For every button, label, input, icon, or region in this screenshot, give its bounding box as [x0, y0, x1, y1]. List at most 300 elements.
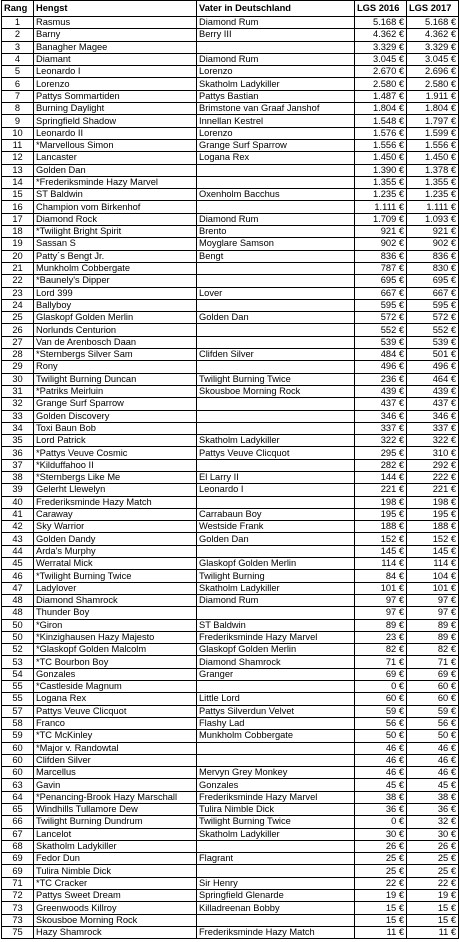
rank-cell: 75	[2, 926, 34, 938]
horse-name-cell: Golden Discovery	[34, 410, 197, 422]
sire-cell: Leonardo I	[197, 484, 355, 496]
lgs-2016-cell: 295 €	[355, 447, 407, 459]
table-row	[2, 262, 459, 274]
rank-cell: 25	[2, 312, 34, 324]
horse-name-cell: *Patriks Meirluin	[34, 385, 197, 397]
lgs-2017-cell: 97 €	[407, 594, 459, 606]
lgs-2017-cell: 114 €	[407, 558, 459, 570]
horse-name-cell: *Castleside Magnum	[34, 681, 197, 693]
lgs-2017-cell: 222 €	[407, 471, 459, 483]
horse-name-cell: Norlunds Centurion	[34, 324, 197, 336]
sire-cell: Moyglare Samson	[197, 238, 355, 250]
lgs-2017-cell: 1.378 €	[407, 164, 459, 176]
sire-cell	[197, 324, 355, 336]
lgs-2016-cell: 787 €	[355, 262, 407, 274]
lgs-2017-cell: 50 €	[407, 730, 459, 742]
horse-name-cell: Skatholm Ladykiller	[34, 840, 197, 852]
table-row	[2, 644, 459, 656]
lgs-2017-cell: 346 €	[407, 410, 459, 422]
sire-cell: Lorenzo	[197, 127, 355, 139]
lgs-2017-cell: 188 €	[407, 521, 459, 533]
table-row	[2, 213, 459, 225]
lgs-2017-cell: 195 €	[407, 508, 459, 520]
rank-cell: 57	[2, 705, 34, 717]
lgs-2016-cell: 101 €	[355, 582, 407, 594]
sire-cell	[197, 275, 355, 287]
rank-cell: 47	[2, 582, 34, 594]
horse-name-cell: *TC McKinley	[34, 730, 197, 742]
sire-cell: Brimstone van Graaf Janshof	[197, 103, 355, 115]
lgs-2017-cell: 3.329 €	[407, 41, 459, 53]
table-row	[2, 804, 459, 816]
rank-cell: 19	[2, 238, 34, 250]
horse-name-cell: Pattys Sweet Dream	[34, 890, 197, 902]
lgs-2017-cell: 5.168 €	[407, 17, 459, 29]
table-row	[2, 459, 459, 471]
horse-name-cell: Fedor Dun	[34, 853, 197, 865]
horse-name-cell: Pattys Sommartiden	[34, 90, 197, 102]
table-row	[2, 828, 459, 840]
sire-cell: Berry III	[197, 29, 355, 41]
lgs-2016-cell: 25 €	[355, 865, 407, 877]
lgs-2016-cell: 145 €	[355, 545, 407, 557]
sire-cell	[197, 545, 355, 557]
lgs-2017-cell: 2.580 €	[407, 78, 459, 90]
lgs-2017-cell: 60 €	[407, 693, 459, 705]
rank-cell: 54	[2, 668, 34, 680]
table-row	[2, 349, 459, 361]
horse-name-cell: Munkholm Cobbergate	[34, 262, 197, 274]
rank-cell: 55	[2, 681, 34, 693]
horse-name-cell: Sky Warrior	[34, 521, 197, 533]
lgs-2017-cell: 46 €	[407, 754, 459, 766]
lgs-2017-cell: 1.355 €	[407, 176, 459, 188]
lgs-2017-cell: 46 €	[407, 767, 459, 779]
horse-name-cell: Lorenzo	[34, 78, 197, 90]
lgs-2016-cell: 667 €	[355, 287, 407, 299]
lgs-2016-cell: 188 €	[355, 521, 407, 533]
horse-name-cell: *Marvellous Simon	[34, 139, 197, 151]
lgs-2016-cell: 2.580 €	[355, 78, 407, 90]
sire-cell	[197, 865, 355, 877]
rank-cell: 64	[2, 791, 34, 803]
sire-cell: Lover	[197, 287, 355, 299]
lgs-2017-cell: 25 €	[407, 853, 459, 865]
rank-cell: 44	[2, 545, 34, 557]
rank-cell: 71	[2, 877, 34, 889]
lgs-2017-cell: 830 €	[407, 262, 459, 274]
lgs-2016-cell: 496 €	[355, 361, 407, 373]
rank-cell: 31	[2, 385, 34, 397]
lgs-2017-cell: 198 €	[407, 496, 459, 508]
lgs-2017-cell: 38 €	[407, 791, 459, 803]
sire-cell: ST Baldwin	[197, 619, 355, 631]
lgs-2016-cell: 4.362 €	[355, 29, 407, 41]
rank-cell: 69	[2, 853, 34, 865]
horse-name-cell: *Frederiksminde Hazy Marvel	[34, 176, 197, 188]
rank-cell: 34	[2, 422, 34, 434]
lgs-2017-cell: 552 €	[407, 324, 459, 336]
table-row	[2, 877, 459, 889]
rank-cell: 26	[2, 324, 34, 336]
lgs-2016-cell: 236 €	[355, 373, 407, 385]
rank-cell: 60	[2, 742, 34, 754]
lgs-2016-cell: 0 €	[355, 816, 407, 828]
lgs-2017-cell: 496 €	[407, 361, 459, 373]
sire-cell	[197, 262, 355, 274]
lgs-2017-cell: 19 €	[407, 890, 459, 902]
lgs-2017-cell: 97 €	[407, 607, 459, 619]
table-row	[2, 926, 459, 938]
header-lgs-2017: LGS 2017	[407, 1, 459, 17]
table-row	[2, 398, 459, 410]
horse-name-cell: Logana Rex	[34, 693, 197, 705]
horse-name-cell: Gonzales	[34, 668, 197, 680]
horse-name-cell: *Twilight Burning Twice	[34, 570, 197, 582]
horse-name-cell: *Twilight Bright Spirit	[34, 226, 197, 238]
rank-cell: 16	[2, 201, 34, 213]
rank-cell: 17	[2, 213, 34, 225]
lgs-2017-cell: 26 €	[407, 840, 459, 852]
lgs-2016-cell: 1.235 €	[355, 189, 407, 201]
lgs-2017-cell: 1.111 €	[407, 201, 459, 213]
sire-cell: Diamond Rum	[197, 53, 355, 65]
table-row	[2, 127, 459, 139]
horse-name-cell: *TC Cracker	[34, 877, 197, 889]
rank-cell: 53	[2, 656, 34, 668]
table-row	[2, 275, 459, 287]
sire-cell: Frederiksminde Hazy Marvel	[197, 791, 355, 803]
lgs-2017-cell: 437 €	[407, 398, 459, 410]
rank-cell: 33	[2, 410, 34, 422]
sire-cell: Diamond Rum	[197, 17, 355, 29]
lgs-2016-cell: 2.670 €	[355, 66, 407, 78]
horse-name-cell: Ladylover	[34, 582, 197, 594]
horse-name-cell: Thunder Boy	[34, 607, 197, 619]
table-row	[2, 299, 459, 311]
table-row	[2, 324, 459, 336]
sire-cell: Pattys Veuve Clicquot	[197, 447, 355, 459]
header-row	[2, 1, 459, 17]
lgs-2017-cell: 46 €	[407, 742, 459, 754]
horse-name-cell: *Sternbergs Silver Sam	[34, 349, 197, 361]
lgs-2017-cell: 921 €	[407, 226, 459, 238]
rank-cell: 42	[2, 521, 34, 533]
lgs-2016-cell: 97 €	[355, 594, 407, 606]
lgs-2017-cell: 501 €	[407, 349, 459, 361]
rank-cell: 22	[2, 275, 34, 287]
sire-cell: Sir Henry	[197, 877, 355, 889]
rank-cell: 9	[2, 115, 34, 127]
horse-name-cell: Van de Arenbosch Daan	[34, 336, 197, 348]
lgs-2016-cell: 346 €	[355, 410, 407, 422]
sire-cell: Mervyn Grey Monkey	[197, 767, 355, 779]
table-row	[2, 152, 459, 164]
sire-cell: Twilight Burning Twice	[197, 373, 355, 385]
lgs-2016-cell: 15 €	[355, 902, 407, 914]
horse-name-cell: Tulira Nimble Dick	[34, 865, 197, 877]
rank-cell: 20	[2, 250, 34, 262]
table-row	[2, 779, 459, 791]
lgs-2017-cell: 572 €	[407, 312, 459, 324]
lgs-2017-cell: 15 €	[407, 902, 459, 914]
rank-cell: 23	[2, 287, 34, 299]
lgs-2017-cell: 60 €	[407, 681, 459, 693]
rank-cell: 30	[2, 373, 34, 385]
lgs-2016-cell: 1.548 €	[355, 115, 407, 127]
rank-cell: 10	[2, 127, 34, 139]
rank-cell: 72	[2, 890, 34, 902]
rank-cell: 28	[2, 349, 34, 361]
lgs-2017-cell: 1.450 €	[407, 152, 459, 164]
horse-name-cell: *Kilduffahoo II	[34, 459, 197, 471]
sire-cell: Twilight Burning	[197, 570, 355, 582]
horse-name-cell: *Pattys Veuve Cosmic	[34, 447, 197, 459]
header-horse: Hengst	[34, 1, 197, 17]
sire-cell	[197, 164, 355, 176]
lgs-2016-cell: 695 €	[355, 275, 407, 287]
lgs-2017-cell: 2.696 €	[407, 66, 459, 78]
lgs-2017-cell: 695 €	[407, 275, 459, 287]
table-row	[2, 312, 459, 324]
table-row	[2, 29, 459, 41]
sire-cell	[197, 754, 355, 766]
lgs-2017-cell: 464 €	[407, 373, 459, 385]
horse-name-cell: Sassan S	[34, 238, 197, 250]
horse-name-cell: Diamant	[34, 53, 197, 65]
horse-name-cell: Gelerht Llewelyn	[34, 484, 197, 496]
lgs-2017-cell: 69 €	[407, 668, 459, 680]
lgs-2016-cell: 69 €	[355, 668, 407, 680]
lgs-2016-cell: 97 €	[355, 607, 407, 619]
table-row	[2, 816, 459, 828]
rank-cell: 60	[2, 754, 34, 766]
sire-cell: Tulira Nimble Dick	[197, 804, 355, 816]
lgs-2017-cell: 337 €	[407, 422, 459, 434]
sire-cell	[197, 496, 355, 508]
horse-name-cell: Frederiksminde Hazy Match	[34, 496, 197, 508]
lgs-2016-cell: 19 €	[355, 890, 407, 902]
horse-name-cell: Caraway	[34, 508, 197, 520]
rank-cell: 24	[2, 299, 34, 311]
lgs-2017-cell: 11 €	[407, 926, 459, 938]
rank-cell: 21	[2, 262, 34, 274]
table-row	[2, 17, 459, 29]
lgs-2017-cell: 101 €	[407, 582, 459, 594]
table-row	[2, 484, 459, 496]
table-row	[2, 717, 459, 729]
lgs-2017-cell: 439 €	[407, 385, 459, 397]
lgs-2016-cell: 595 €	[355, 299, 407, 311]
rank-cell: 59	[2, 730, 34, 742]
table-row	[2, 533, 459, 545]
lgs-2016-cell: 1.576 €	[355, 127, 407, 139]
lgs-2016-cell: 60 €	[355, 693, 407, 705]
lgs-2016-cell: 25 €	[355, 853, 407, 865]
table-row	[2, 791, 459, 803]
horse-name-cell: Twilight Burning Dundrum	[34, 816, 197, 828]
horse-name-cell: *Major v. Randowtal	[34, 742, 197, 754]
table-row	[2, 582, 459, 594]
table-row	[2, 78, 459, 90]
sire-cell: Grange Surf Sparrow	[197, 139, 355, 151]
rank-cell: 38	[2, 471, 34, 483]
horse-name-cell: Burning Daylight	[34, 103, 197, 115]
horse-name-cell: Clifden Silver	[34, 754, 197, 766]
horse-name-cell: Franco	[34, 717, 197, 729]
lgs-2016-cell: 59 €	[355, 705, 407, 717]
rank-cell: 58	[2, 717, 34, 729]
table-row	[2, 890, 459, 902]
table-row	[2, 361, 459, 373]
table-row	[2, 558, 459, 570]
lgs-2017-cell: 45 €	[407, 779, 459, 791]
rank-cell: 73	[2, 902, 34, 914]
rank-cell: 50	[2, 619, 34, 631]
table-row	[2, 66, 459, 78]
sire-cell: Skatholm Ladykiller	[197, 582, 355, 594]
lgs-2016-cell: 1.556 €	[355, 139, 407, 151]
rank-cell: 29	[2, 361, 34, 373]
table-row	[2, 656, 459, 668]
lgs-2016-cell: 152 €	[355, 533, 407, 545]
lgs-2016-cell: 36 €	[355, 804, 407, 816]
horse-name-cell: Pattys Veuve Clicquot	[34, 705, 197, 717]
table-row	[2, 840, 459, 852]
horse-name-cell: Lord 399	[34, 287, 197, 299]
horse-name-cell: Glaskopf Golden Merlin	[34, 312, 197, 324]
table-row	[2, 139, 459, 151]
horse-name-cell: Diamond Shamrock	[34, 594, 197, 606]
lgs-2017-cell: 1.911 €	[407, 90, 459, 102]
lgs-2017-cell: 539 €	[407, 336, 459, 348]
table-row	[2, 447, 459, 459]
table-row	[2, 865, 459, 877]
rank-cell: 48	[2, 594, 34, 606]
rank-cell: 8	[2, 103, 34, 115]
horse-name-cell: Patty´s Bengt Jr.	[34, 250, 197, 262]
lgs-2016-cell: 15 €	[355, 914, 407, 926]
lgs-2016-cell: 572 €	[355, 312, 407, 324]
horse-name-cell: Toxi Baun Bob	[34, 422, 197, 434]
table-row	[2, 201, 459, 213]
lgs-2016-cell: 1.111 €	[355, 201, 407, 213]
table-row	[2, 668, 459, 680]
lgs-2016-cell: 38 €	[355, 791, 407, 803]
table-row	[2, 607, 459, 619]
sire-cell: Diamond Rum	[197, 594, 355, 606]
lgs-2017-cell: 1.093 €	[407, 213, 459, 225]
horse-name-cell: Leonardo I	[34, 66, 197, 78]
horse-name-cell: *Sternbergs Like Me	[34, 471, 197, 483]
table-row	[2, 373, 459, 385]
table-row	[2, 250, 459, 262]
horse-name-cell: *TC Bourbon Boy	[34, 656, 197, 668]
lgs-2016-cell: 439 €	[355, 385, 407, 397]
lgs-2017-cell: 1.804 €	[407, 103, 459, 115]
horse-name-cell: Barny	[34, 29, 197, 41]
sire-cell: Gonzales	[197, 779, 355, 791]
lgs-2016-cell: 902 €	[355, 238, 407, 250]
sire-cell	[197, 176, 355, 188]
lgs-2016-cell: 1.487 €	[355, 90, 407, 102]
lgs-2016-cell: 1.450 €	[355, 152, 407, 164]
lgs-2016-cell: 1.390 €	[355, 164, 407, 176]
horse-name-cell: *Baunely's Dipper	[34, 275, 197, 287]
sire-cell: Westside Frank	[197, 521, 355, 533]
rank-cell: 73	[2, 914, 34, 926]
sire-cell: Munkholm Cobbergate	[197, 730, 355, 742]
lgs-2017-cell: 3.045 €	[407, 53, 459, 65]
sire-cell: Springfield Glenarde	[197, 890, 355, 902]
lgs-2017-cell: 145 €	[407, 545, 459, 557]
lgs-2016-cell: 1.709 €	[355, 213, 407, 225]
horse-name-cell: Golden Dandy	[34, 533, 197, 545]
table-row	[2, 41, 459, 53]
sire-cell	[197, 914, 355, 926]
rank-cell: 68	[2, 840, 34, 852]
lgs-2017-cell: 71 €	[407, 656, 459, 668]
header-sire: Vater in Deutschland	[197, 1, 355, 17]
lgs-2017-cell: 4.362 €	[407, 29, 459, 41]
horse-name-cell: Windhills Tullamore Dew	[34, 804, 197, 816]
sire-cell: Oxenholm Bacchus	[197, 189, 355, 201]
lgs-2017-cell: 310 €	[407, 447, 459, 459]
lgs-2016-cell: 46 €	[355, 754, 407, 766]
sire-cell	[197, 361, 355, 373]
lgs-2017-cell: 1.797 €	[407, 115, 459, 127]
sire-cell	[197, 742, 355, 754]
horse-name-cell: Lancaster	[34, 152, 197, 164]
rank-cell: 46	[2, 570, 34, 582]
horse-name-cell: Greenwoods Killroy	[34, 902, 197, 914]
table-row	[2, 103, 459, 115]
lgs-2016-cell: 26 €	[355, 840, 407, 852]
rank-cell: 37	[2, 459, 34, 471]
lgs-2016-cell: 0 €	[355, 681, 407, 693]
table-row	[2, 115, 459, 127]
lgs-2016-cell: 3.045 €	[355, 53, 407, 65]
table-row	[2, 53, 459, 65]
table-row	[2, 853, 459, 865]
lgs-2016-cell: 22 €	[355, 877, 407, 889]
horse-name-cell: Ballyboy	[34, 299, 197, 311]
lgs-2016-cell: 282 €	[355, 459, 407, 471]
sire-cell: Granger	[197, 668, 355, 680]
lgs-2016-cell: 46 €	[355, 767, 407, 779]
lgs-2017-cell: 30 €	[407, 828, 459, 840]
sire-cell: Innellan Kestrel	[197, 115, 355, 127]
sire-cell: Carrabaun Boy	[197, 508, 355, 520]
sire-cell: Skatholm Ladykiller	[197, 78, 355, 90]
sire-cell	[197, 410, 355, 422]
sire-cell: Golden Dan	[197, 312, 355, 324]
horse-name-cell: Banagher Magee	[34, 41, 197, 53]
rank-cell: 41	[2, 508, 34, 520]
lgs-2016-cell: 921 €	[355, 226, 407, 238]
horse-name-cell: Twilight Burning Duncan	[34, 373, 197, 385]
lgs-2017-cell: 22 €	[407, 877, 459, 889]
rank-cell: 39	[2, 484, 34, 496]
table-row	[2, 508, 459, 520]
table-row	[2, 336, 459, 348]
sire-cell: Clifden Silver	[197, 349, 355, 361]
table-row	[2, 385, 459, 397]
horse-name-cell: Champion vom Birkenhof	[34, 201, 197, 213]
horse-name-cell: Lord Patrick	[34, 435, 197, 447]
sire-cell	[197, 201, 355, 213]
horse-name-cell: Grange Surf Sparrow	[34, 398, 197, 410]
